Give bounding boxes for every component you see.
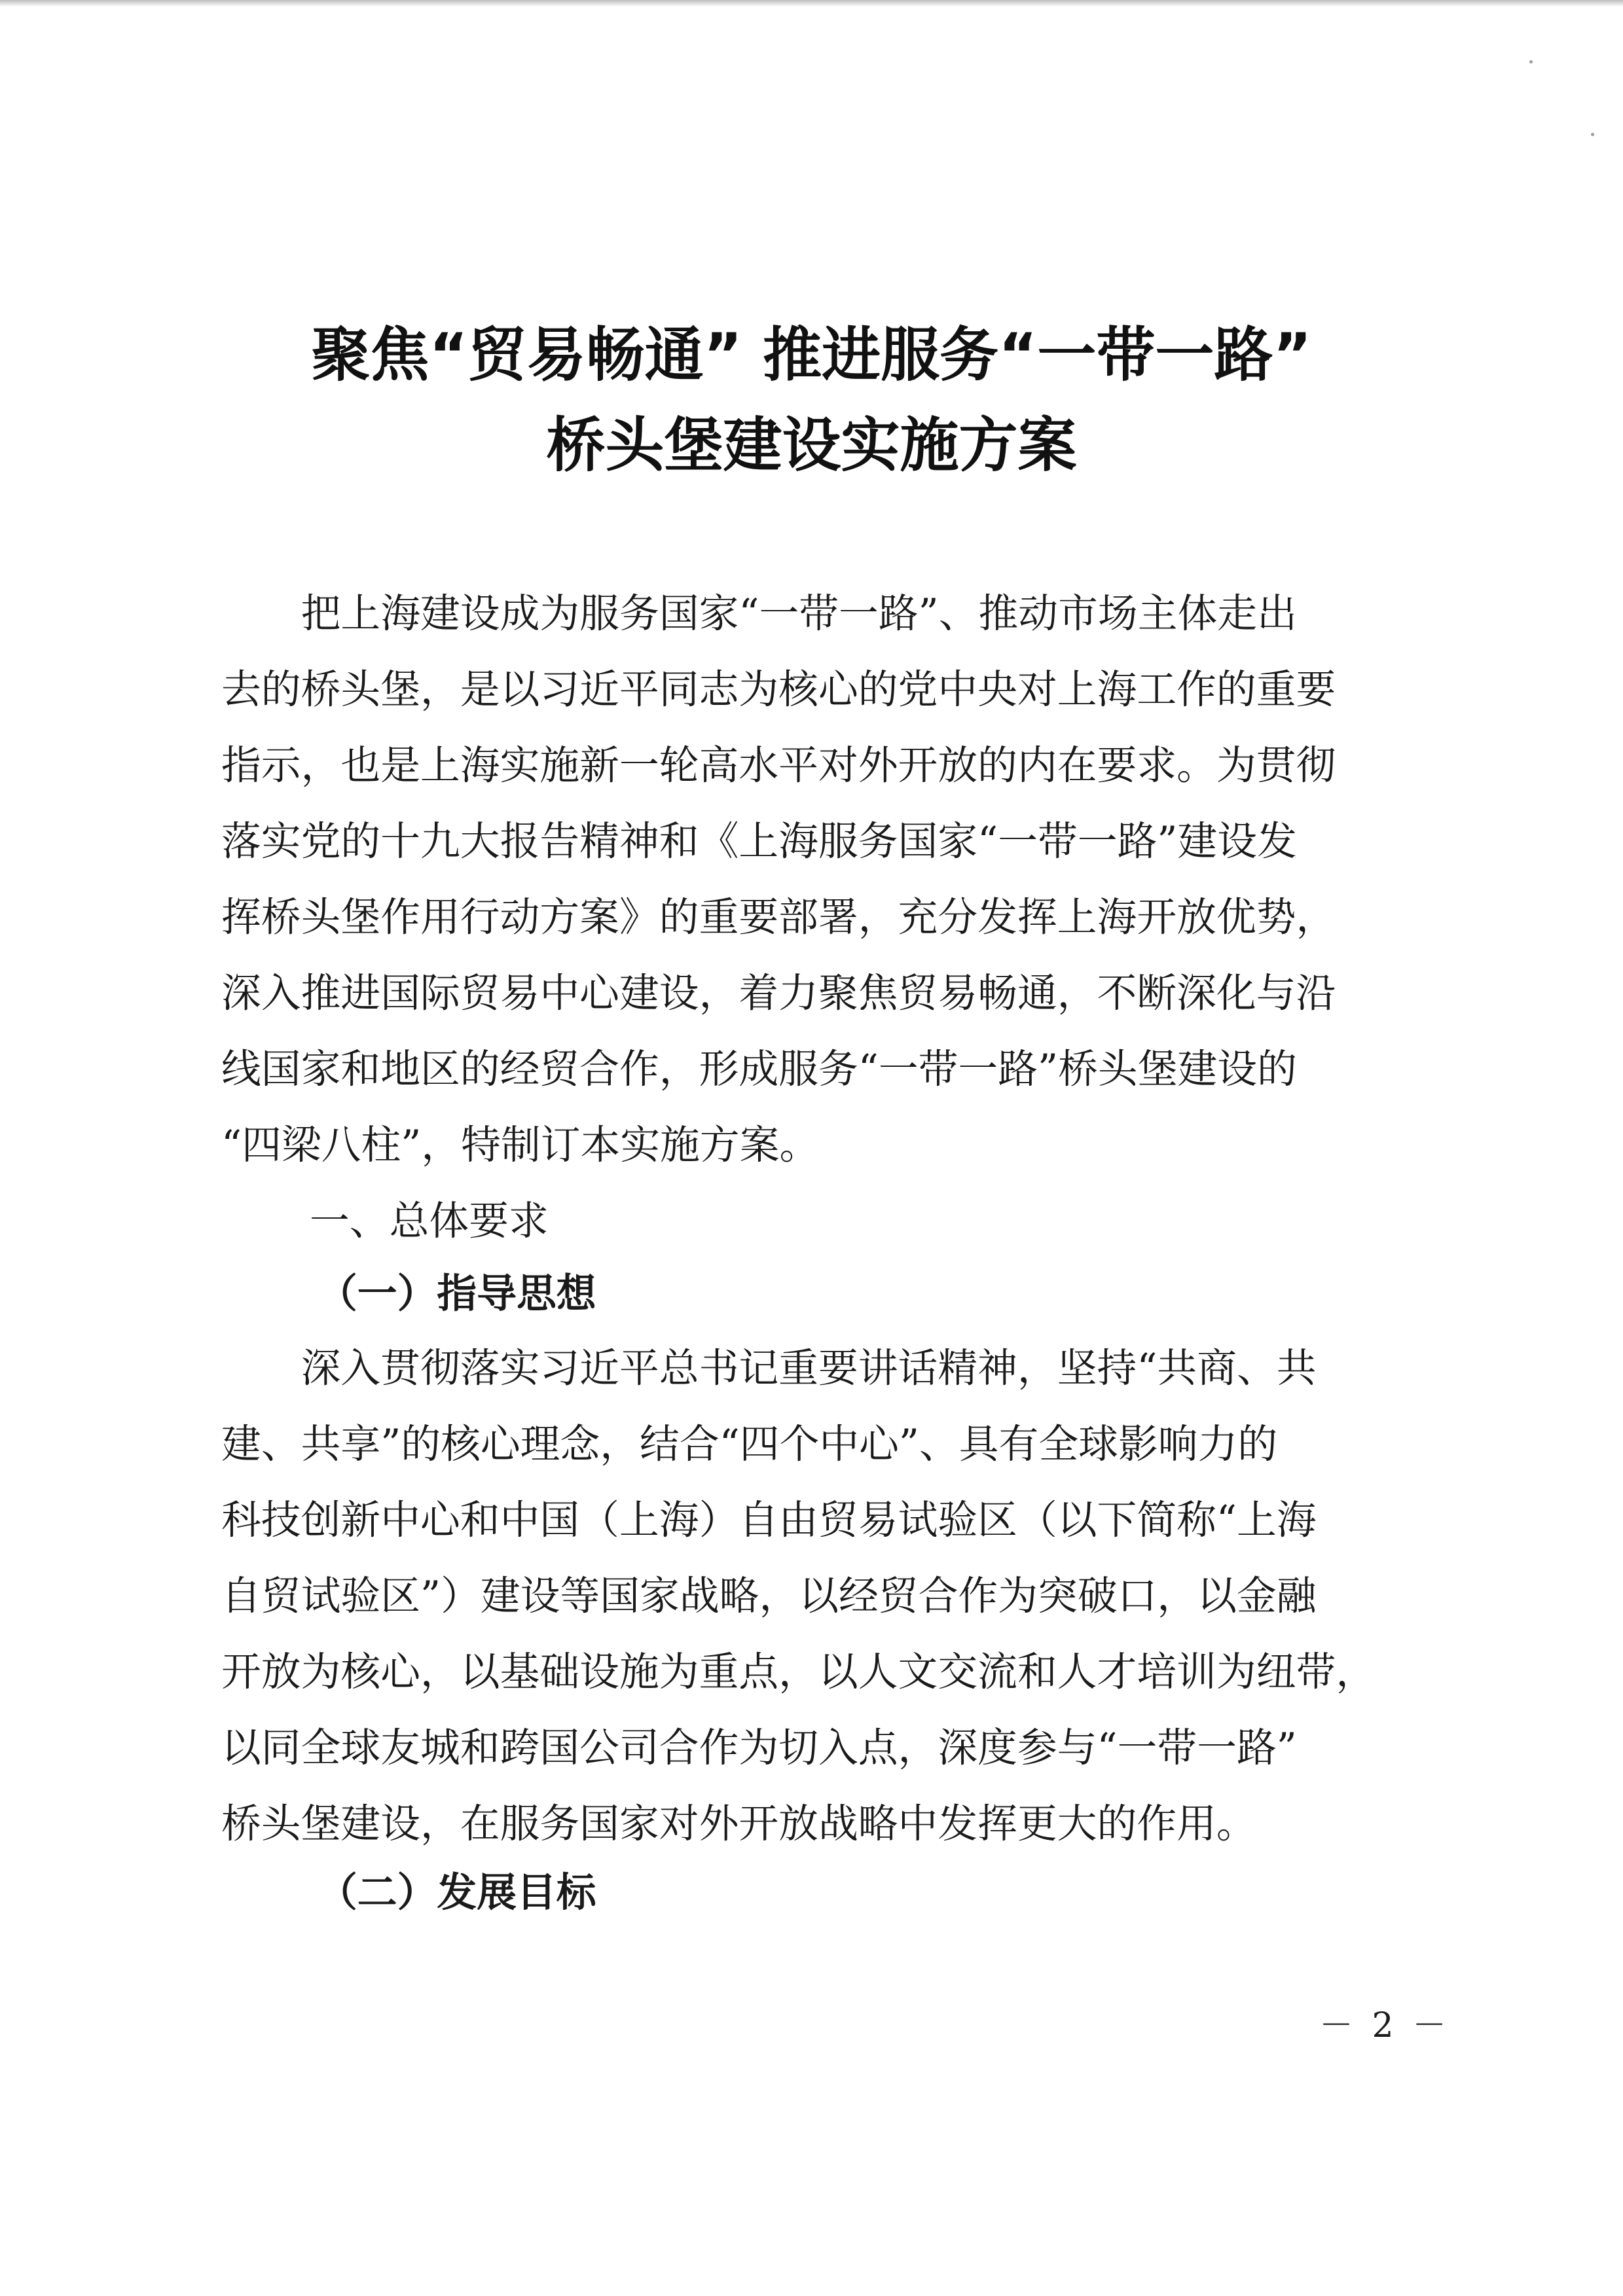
subsection-heading-guiding-ideology: （一）指导思想 [318,1271,596,1317]
paragraph-line: 深入推进国际贸易中心建设，着力聚焦贸易畅通，不断深化与沿 [221,971,1336,1016]
paragraph-line: 挥桥头堡作用行动方案》的重要部署，充分发挥上海开放优势， [221,895,1336,941]
scan-speck [1529,60,1533,63]
page-number: － 2 － [1319,2006,1451,2045]
paragraph-line: 建、共享”的核心理念，结合“四个中心”、具有全球影响力的 [221,1422,1278,1467]
scan-top-edge [0,0,1623,7]
paragraph-line: 把上海建设成为服务国家“一带一路”、推动市场主体走出 [221,591,1297,637]
paragraph-line: 指示，也是上海实施新一轮高水平对外开放的内在要求。为贯彻 [221,743,1336,789]
paragraph-line: 落实党的十九大报告精神和《上海服务国家“一带一路”建设发 [221,819,1297,865]
document-title-line-1: 聚焦“贸易畅通” 推进服务“一带一路” [311,321,1312,389]
paragraph-line: “四梁八柱”，特制订本实施方案。 [221,1122,820,1168]
guiding-ideology-paragraph [221,1331,1419,1862]
paragraph-line: 自贸试验区”）建设等国家战略，以经贸合作为突破口，以金融 [221,1573,1317,1619]
paragraph-line: 深入贯彻落实习近平总书记重要讲话精神，坚持“共商、共 [221,1346,1317,1391]
intro-paragraph [221,576,1419,1183]
scan-speck [1591,133,1594,136]
paragraph-line: 开放为核心，以基础设施为重点，以人文交流和人才培训为纽带， [221,1649,1376,1695]
document-title-line-2: 桥头堡建设实施方案 [546,411,1077,480]
paragraph-line: 去的桥头堡，是以习近平同志为核心的党中央对上海工作的重要 [221,667,1336,713]
subsection-heading-development-goals: （二）发展目标 [318,1870,596,1916]
section-heading-overall-requirements: 一、总体要求 [310,1198,549,1244]
paragraph-line: 线国家和地区的经贸合作，形成服务“一带一路”桥头堡建设的 [221,1047,1297,1092]
paragraph-line: 桥头堡建设，在服务国家对外开放战略中发挥更大的作用。 [221,1801,1256,1847]
paragraph-line: 科技创新中心和中国（上海）自由贸易试验区（以下简称“上海 [221,1498,1317,1543]
paragraph-line: 以同全球友城和跨国公司合作为切入点，深度参与“一带一路” [221,1725,1297,1771]
